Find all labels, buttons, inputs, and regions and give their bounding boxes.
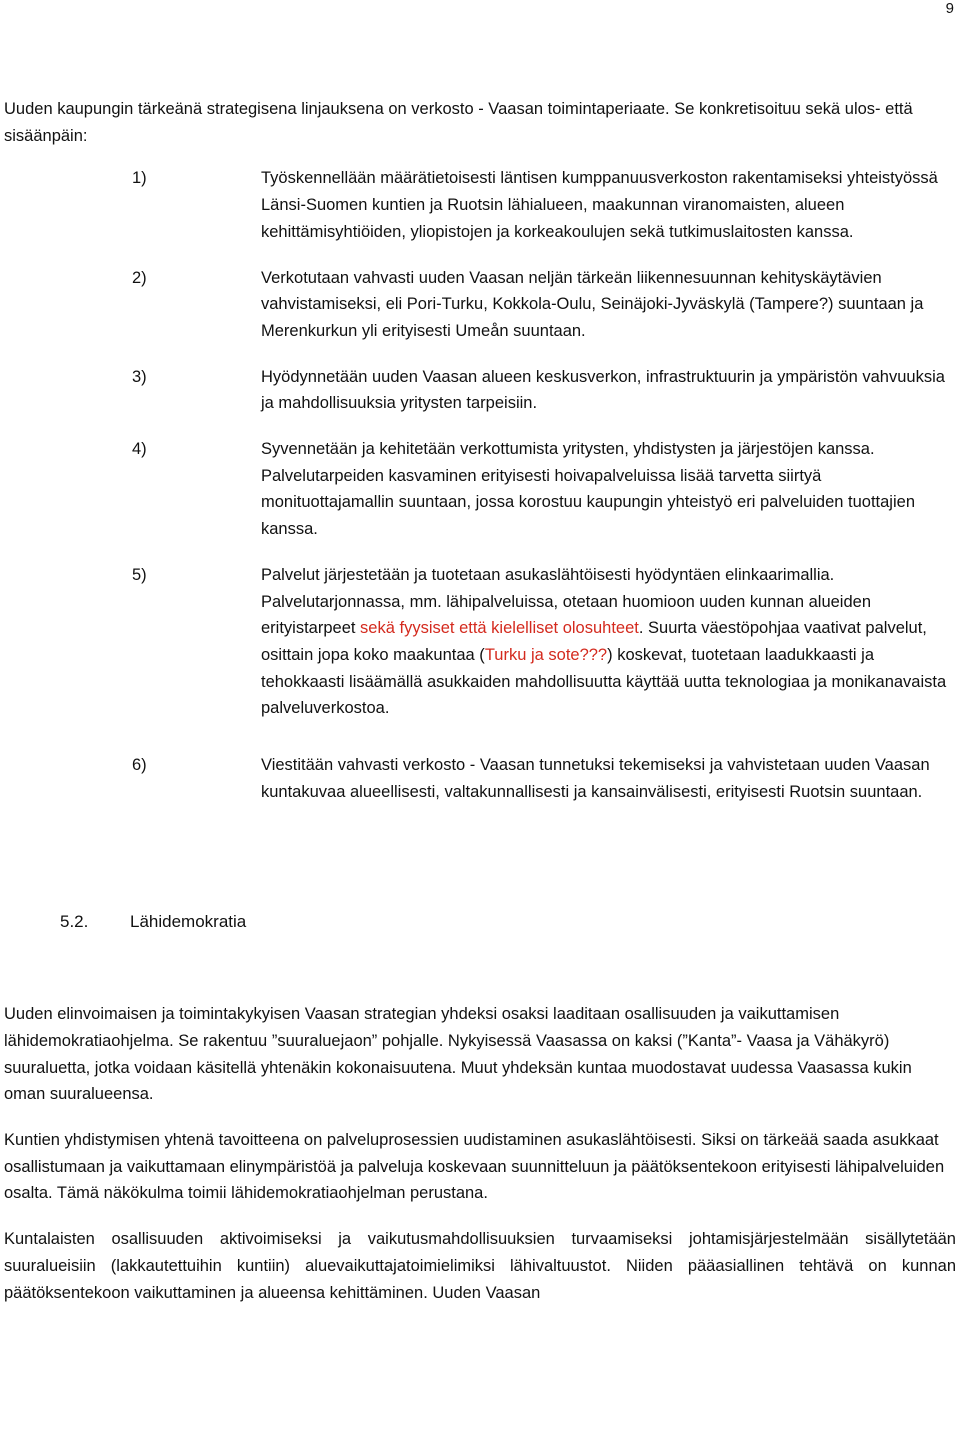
list-item <box>4 436 956 543</box>
list-item-text: Työskennellään määrätietoisesti läntisen kumppanuusverkoston rakentamiseksi yhteistyössä Länsi-Suomen kuntien ja Ruotsin lähialueen, maakunnan viranomaisten, alueen kehittämisyhtiöiden, yliopistojen ja korkeakoulujen sekä tutkimuslaitosten kanssa. <box>261 169 938 241</box>
highlighted-text: sekä fyysiset että kielelliset olosuhteet <box>360 619 639 638</box>
text-segment: Palvelut järjestetään ja tuotetaan asukaslähtöisesti hyödyntäen elinkaarimallia. Palvelutarjonnassa, mm. lähipalveluissa, otetaan huomioon uuden kunnan alueiden erityistarpeet <box>261 565 871 638</box>
section-heading <box>4 909 956 936</box>
list-item-text: Syvennetään ja kehitetään verkottumista yritysten, yhdistysten ja järjestöjen kanssa. Palvelutarpeiden kasvaminen erityisesti hoivapalveluissa lisää tarvetta siirtyä monituottajamallin suuntaan, jossa korostuu kaupungin yhteistyö eri palveluiden tuottajien kanssa. <box>261 440 915 539</box>
list-item-text: Viestitään vahvasti verkosto - Vaasan tunnetuksi tekemiseksi ja vahvistetaan uuden Vaasan kuntakuvaa alueellisesti, valtakunnallisesti ja kansainvälisesti, erityisesti Ruotsin suuntaan. <box>261 756 930 801</box>
list-item-number: 1) <box>132 169 147 188</box>
list-item-number: 5) <box>132 565 147 584</box>
list-item-text <box>261 562 956 722</box>
intro-paragraph: Uuden kaupungin tärkeänä strategisena linjauksena on verkosto - Vaasan toimintaperiaate. Se konkretisoituu sekä ulos- että sisäänpäin: <box>4 100 913 145</box>
list-item-text: Hyödynnetään uuden Vaasan alueen keskusverkon, infrastruktuurin ja ympäristön vahvuuksia ja mahdollisuuksia yritysten tarpeisiin. <box>261 367 945 413</box>
list-item-text: Verkotutaan vahvasti uuden Vaasan neljän tärkeän liikennesuunnan kehityskäytävien vahvistamiseksi, eli Pori-Turku, Kokkola-Oulu, Seinäjoki-Jyväskylä (Tampere?) suuntaan ja Merenkurkun yli erityisesti Umeån suuntaan. <box>261 268 924 340</box>
list-item <box>4 752 956 805</box>
list-item <box>4 265 956 345</box>
document-body <box>4 96 956 1325</box>
list-item-number: 2) <box>132 268 147 287</box>
text-segment: . Suurta väestöpohjaa vaativat palvelut, osittain jopa koko maakuntaa ( <box>261 619 927 664</box>
section-title: Lähidemokratia <box>130 912 247 932</box>
list-item <box>4 562 956 722</box>
highlighted-text: Turku ja sote??? <box>484 645 608 664</box>
list-item-number: 6) <box>132 756 147 775</box>
list-item <box>4 165 956 245</box>
body-paragraph: Kuntien yhdistymisen yhtenä tavoitteena on palveluprosessien uudistaminen asukaslähtöisesti. Siksi on tärkeää saada asukkaat osallistumaan ja vaikuttamaan elinympäristöä ja palveluja koskevaan suunnitteluun ja päätöksentekoon erityisesti lähipalveluiden osalta. Tämä näkökulma toimii lähidemokratiaohjelman perustana. <box>4 1130 945 1203</box>
section-number: 5.2. <box>60 912 89 932</box>
text-segment: ) koskevat, tuotetaan laadukkaasti ja tehokkaasti lisäämällä asukkaiden mahdollisuutta käyttää uutta teknologiaa ja monikanavaista palveluverkostoa. <box>261 645 947 718</box>
strategy-list <box>4 165 956 805</box>
body-paragraph: Uuden elinvoimaisen ja toimintakykyisen Vaasan strategian yhdeksi osaksi laaditaan osallisuuden ja vaikuttamisen lähidemokratiaohjelma. Se rakentuu ”suuraluejaon” pohjalle. Nykyisessä Vaasassa on kaksi (”Kanta”- Vaasa ja Vähäkyrö) suuraluetta, jotka voidaan käsitellä yhtenäkin kokonaisuutena. Muut yhdeksän kuntaa muodostavat uudessa Vaasassa kukin oman suuralueensa. <box>4 1005 912 1104</box>
body-paragraph: Kuntalaisten osallisuuden aktivoimiseksi ja vaikutusmahdollisuuksien turvaamiseksi johtamisjärjestelmään sisällytetään suuralueisiin (lakkautettuihin kuntiin) aluevaikuttajatoimielimiksi lähivaltuustot. Niiden pääasiallinen tehtävä on kunnan päätöksentekoon vaikuttaminen ja alueensa kehittäminen. Uuden Vaasan <box>4 1230 956 1302</box>
list-item-number: 3) <box>132 367 147 386</box>
list-item <box>4 364 956 417</box>
list-item-number: 4) <box>132 440 147 459</box>
page-number: 9 <box>945 0 954 17</box>
